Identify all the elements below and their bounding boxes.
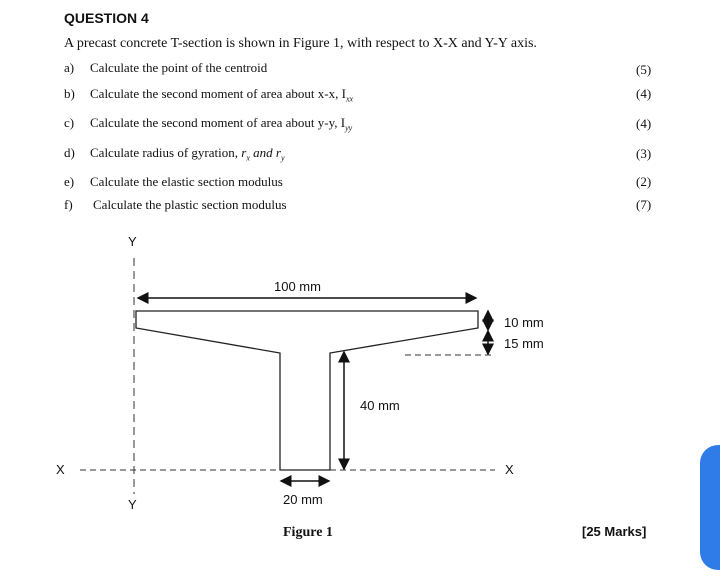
item-text: Calculate the elastic section modulus <box>90 174 283 189</box>
ry: r <box>275 145 281 160</box>
question-title: QUESTION 4 <box>64 10 149 26</box>
marks-f: (7) <box>636 197 652 212</box>
flange-label: 10 mm <box>504 315 544 330</box>
rx: r <box>241 145 247 160</box>
item-label: c) <box>64 115 75 130</box>
x-axis-label-right: X <box>505 462 514 477</box>
rx-sub: x <box>246 153 250 163</box>
width-label: 100 mm <box>274 279 321 294</box>
figure-caption: Figure 1 <box>283 525 333 540</box>
x-axis-label-left: X <box>56 462 65 477</box>
item-label: b) <box>64 86 75 101</box>
t-section-outline <box>136 311 478 470</box>
item-label: a) <box>64 60 75 75</box>
item-text: Calculate the second moment of area about x-x, I <box>90 86 346 101</box>
item-label: e) <box>64 174 75 189</box>
item-subscript: yy <box>345 123 353 133</box>
marks-b: (4) <box>636 86 652 101</box>
item-subscript: xx <box>345 94 354 104</box>
item-text: Calculate the plastic section modulus <box>93 197 287 212</box>
y-axis-label-bottom: Y <box>128 497 137 512</box>
marks-d: (3) <box>636 146 652 161</box>
marks-c: (4) <box>636 116 652 131</box>
item-text: Calculate the second moment of area about y-y, I <box>90 115 346 130</box>
item-label: d) <box>64 145 75 160</box>
total-marks: [25 Marks] <box>582 524 647 539</box>
item-label: f) <box>64 197 73 212</box>
floating-edge-button[interactable] <box>700 445 720 570</box>
item-text: Calculate the point of the centroid <box>90 60 268 75</box>
item-text: Calculate radius of gyration, <box>90 145 242 160</box>
taper-label: 15 mm <box>504 336 544 351</box>
ry-sub: y <box>280 153 285 163</box>
y-axis-label-top: Y <box>128 234 137 249</box>
and-text: and <box>249 145 276 160</box>
question-intro: A precast concrete T-section is shown in Figure 1, with respect to X-X and Y-Y axis. <box>64 36 537 51</box>
marks-a: (5) <box>636 62 652 77</box>
marks-e: (2) <box>636 174 652 189</box>
web-height-label: 40 mm <box>360 398 400 413</box>
web-width-label: 20 mm <box>283 492 323 507</box>
